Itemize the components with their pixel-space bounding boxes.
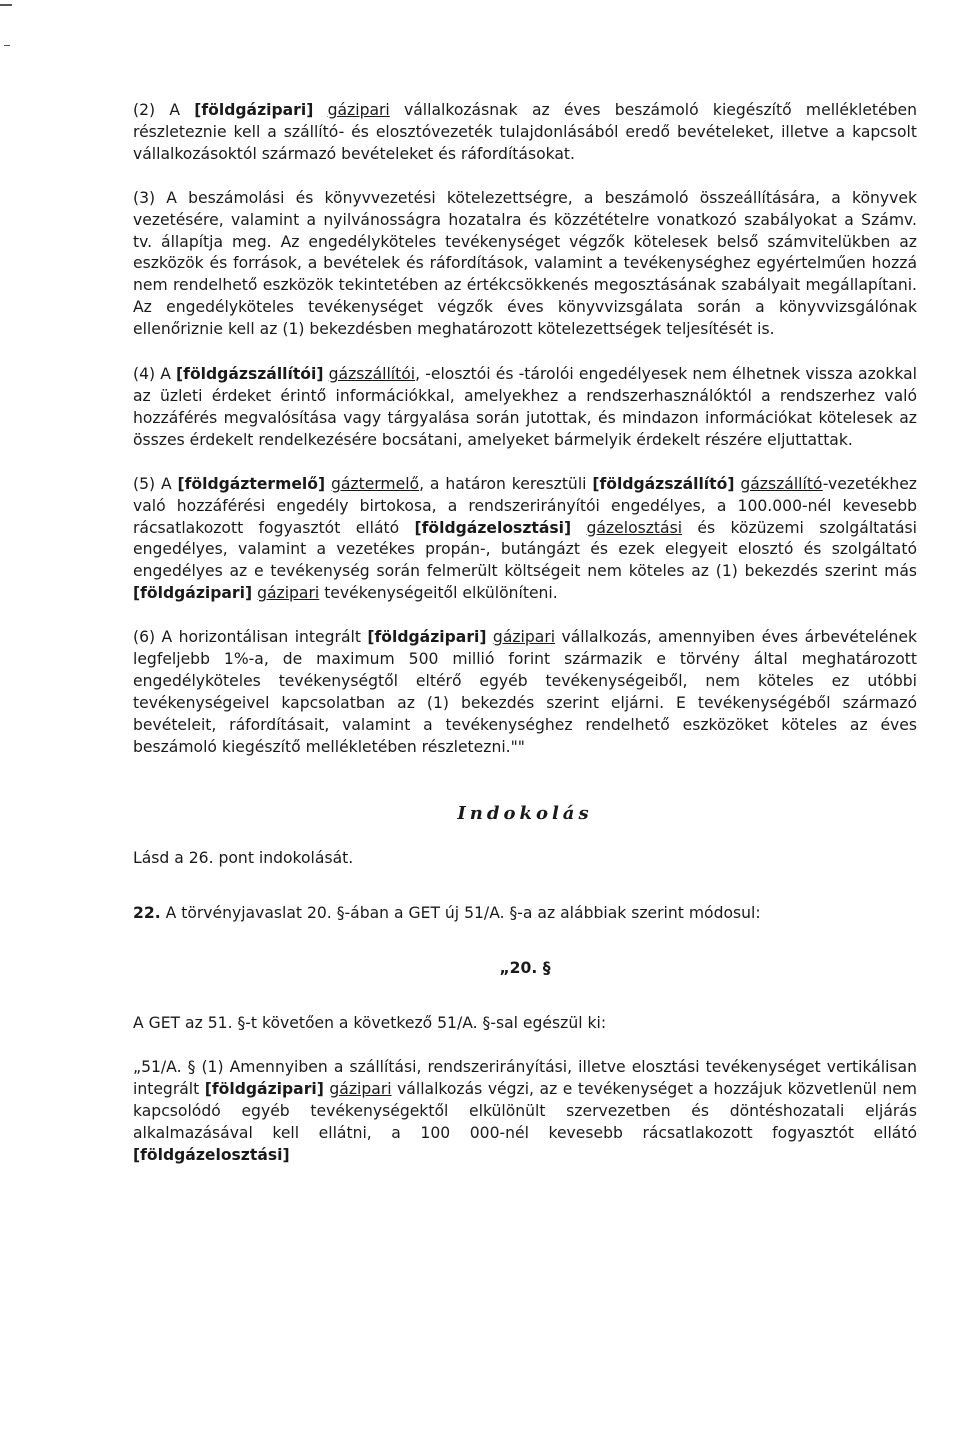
paragraph-3: [133, 188, 917, 341]
para5-underline-2: gázszállító: [740, 474, 823, 493]
reasoning-reference: Lásd a 26. pont indokolását.: [133, 849, 354, 868]
para5-underline-1: gáztermelő: [330, 474, 420, 493]
para2-underline-1: gázipari: [327, 101, 390, 119]
para4-underline-1: gázszállítói: [328, 365, 416, 384]
para2-bold-1: [földgázipari]: [194, 101, 314, 119]
para4-text-2: , -elosztói és -tárolói engedélyesek nem élhetnek vissza azokkal az üzleti érdeket érintő információkkal, amelyekhez a rendszerhasználóktól a rendszerhez való hozzáférés megvalósítása vagy tárgyalása során jutottak, és mindazon információkat kötelesek az összes érdekelt rendelkezésére bocsátani, amelyeket bármelyik érdekelt részére eljuttattak.: [133, 365, 917, 449]
para5-bold-4: [földgázipari]: [133, 584, 253, 603]
para5-underline-3: gázelosztási: [586, 518, 683, 537]
para6-text-2: vállalkozás, amennyiben éves árbevételének legfeljebb 1%-a, de maximum 500 millió forint származik e törvény által meghatározott engedélyköteles tevékenységtől eltérő egyéb tevékenységeiből, nem köteles ez utóbbi tevékenységeivel kapcsolatban az (1) bekezdés szerint eljárni. E tevékenységéből származó bevételeit, ráfordításait, valamint a tevékenységhez rendelhető eszközöket köteles az éves beszámoló kiegészítő mellékletében részletezni."": [133, 628, 917, 756]
paragraph-51a: [133, 1057, 917, 1167]
para5-text-1: (5) A: [133, 474, 178, 493]
paragraph-6: [133, 627, 917, 758]
para2-text-1: (2) A: [133, 101, 195, 119]
get-51-intro: A GET az 51. §-t követően a következő 51/A. §-sal egészül ki:: [133, 1014, 607, 1033]
scan-mark-left: [4, 45, 10, 46]
para6-bold-1: [földgázipari]: [367, 628, 487, 647]
point-22: [133, 903, 917, 925]
para51a-text-2: vállalkozás végzi, az e tevékenységet a hozzájuk közvetlenül nem kapcsolódó egyéb tevékenységektől elkülönült szervezetben és döntéshozatali eljárás alkalmazásával kell ellátni, a 100 000-nél kevesebb rácsatlakozott fogyasztót ellátó: [133, 1080, 917, 1142]
para51a-bold-2: [földgázelosztási]: [133, 1145, 290, 1164]
para5-text-5: tevékenységeitől elkülöníteni.: [319, 584, 558, 603]
para4-bold-1: [földgázszállítói]: [176, 365, 324, 384]
para2-text-2: vállalkozásnak az éves beszámoló kiegészítő mellékletében részleteznie kell a szállító- és elosztóvezeték tulajdonlásából eredő bevételeket, illetve a kapcsolt vállalkozásoktól származó bevételeket és ráfordításokat.: [133, 101, 917, 163]
para51a-underline-1: gázipari: [329, 1080, 392, 1098]
point-22-text: A törvényjavaslat 20. §-ában a GET új 51/A. §-a az alábbiak szerint módosul:: [160, 904, 761, 923]
section-heading-indokolas: Indokolás: [457, 802, 593, 824]
scan-mark-top-left: [0, 4, 12, 6]
paragraph-2: [133, 100, 917, 166]
paragraph-4: [133, 364, 917, 452]
point-22-number: 22.: [133, 904, 161, 923]
section-20-title: „20. §: [499, 959, 551, 978]
para5-text-2: , a határon keresztüli: [419, 474, 593, 493]
para5-underline-4: gázipari: [257, 584, 320, 603]
para5-bold-3: [földgázelosztási]: [414, 518, 572, 537]
para5-text-4: és közüzemi szolgáltatási engedélyes, valamint a vezetékes propán-, butángázt és ezek elegyeit elosztó és szolgáltató engedélyes az e tevékenység során felmerült költségeit nem köteles az (1) bekezdés szerint más: [133, 518, 917, 581]
para6-underline-1: gázipari: [492, 628, 556, 647]
para5-text-3: -vezetékhez való hozzáférési engedély birtokosa, a rendszerirányítói engedélyes, a 100.000-nél kevesebb rácsatlakozott fogyasztót ellátó: [133, 474, 917, 537]
para5-bold-1: [földgáztermelő]: [177, 474, 326, 493]
para3-text: (3) A beszámolási és könyvvezetési kötelezettségre, a beszámoló összeállítására, a könyvek vezetésére, valamint a nyilvánosságra hozatalra és közzétételre vonatkozó szabályokat a Számv. tv. állapítja meg. Az engedélyköteles tevékenységet végzők kötelesek belső számvitelükben az eszközök és források, a bevételek és ráfordítások, valamint a tevékenységhez egyértelműen hozzá nem rendelhető eszközök tekintetében az értékcsökkenés megosztásának szabályait megállapítani. Az engedélyköteles tevékenységet végzők éves könyvvizsgálata során a könyvvizsgálónak ellenőriznie kell az (1) bekezdésben meghatározott kötelezettségek teljesítését is.: [133, 188, 917, 339]
para6-text-1: (6) A horizontálisan integrált: [133, 628, 368, 647]
document-page: [133, 100, 917, 1167]
para51a-text-1: „51/A. § (1) Amennyiben a szállítási, rendszerirányítási, illetve elosztási tevékenységet vertikálisan integrált: [133, 1058, 917, 1098]
para5-bold-2: [földgázszállító]: [592, 474, 735, 493]
para4-text-1: (4) A: [133, 365, 177, 384]
para51a-bold-1: [földgázipari]: [204, 1080, 324, 1098]
paragraph-5: [133, 474, 917, 605]
